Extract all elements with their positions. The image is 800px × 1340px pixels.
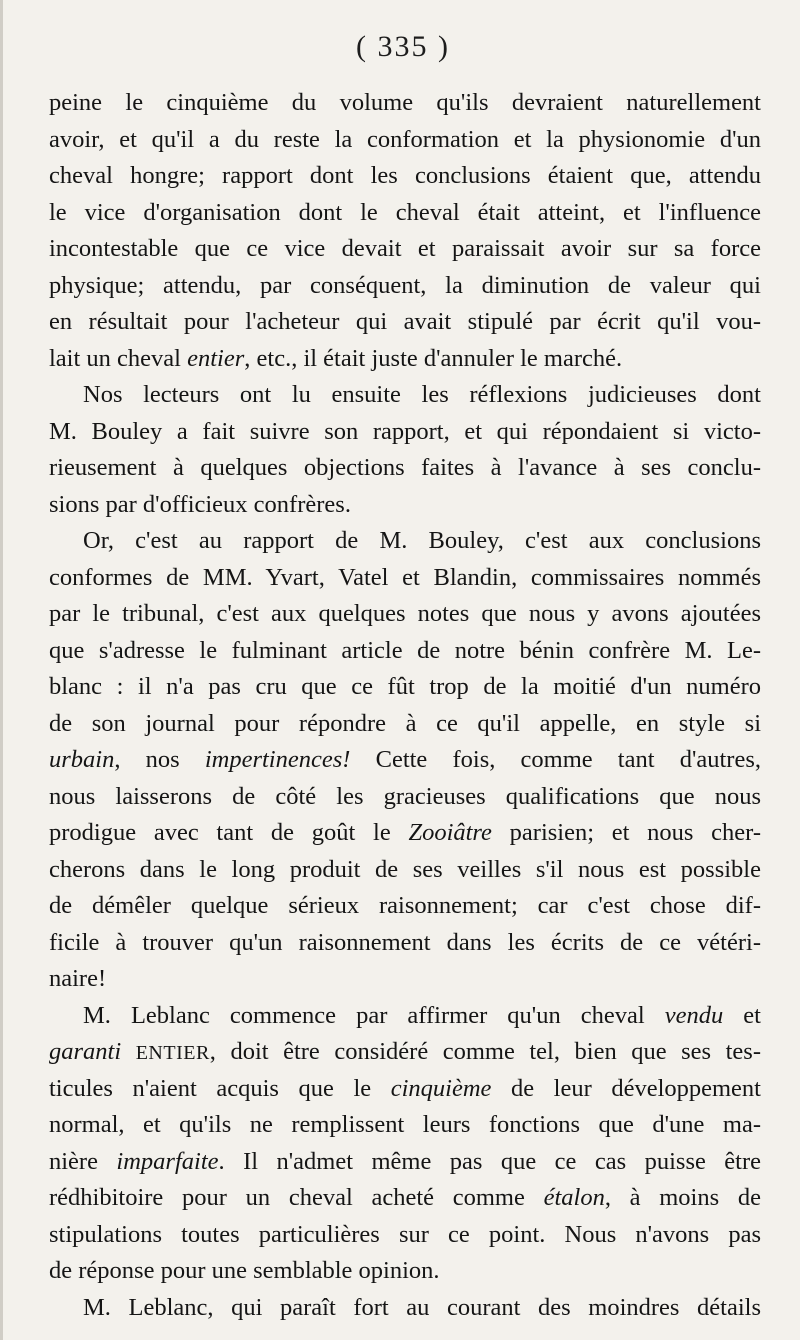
text-line: [49, 85, 761, 122]
text-line: [49, 1180, 761, 1217]
text-segment: conformes de MM. Yvart, Vatel et Blandin, commissaires nommés: [49, 563, 761, 591]
text-segment: de réponse pour une semblable opinion.: [49, 1257, 440, 1284]
text-line: [49, 414, 761, 451]
text-segment: M. Leblanc, qui paraît fort au courant des moindres détails: [83, 1293, 761, 1321]
small-caps-text: ENTIER: [135, 1042, 210, 1064]
text-segment: , etc., il était juste d'annuler le marché.: [244, 344, 623, 372]
text-segment: de démêler quelque sérieux raisonnement; car c'est chose dif-: [49, 892, 761, 919]
text-segment: Or, c'est au rapport de M. Bouley, c'est aux conclusions: [83, 527, 761, 554]
text-line: [49, 852, 761, 889]
text-segment: Nos lecteurs ont lu ensuite les réflexions judicieuses dont: [83, 381, 761, 408]
italic-text: urbain: [49, 746, 115, 773]
text-line: [49, 450, 761, 487]
text-line: [49, 377, 761, 414]
text-line: [49, 596, 761, 633]
text-segment: et: [723, 1001, 761, 1029]
text-segment: le vice d'organisation dont le cheval était atteint, et l'influence: [49, 198, 761, 226]
italic-text: imparfaite: [116, 1147, 219, 1175]
text-segment: que s'adresse le fulminant article de notre bénin confrère M. Le-: [49, 636, 761, 664]
text-segment: naire!: [49, 965, 107, 992]
text-line: [49, 888, 761, 925]
text-segment: prodigue avec tant de goût le: [49, 819, 409, 846]
text-segment: avoir, et qu'il a du reste la conformation et la physionomie d'un: [49, 125, 761, 153]
italic-text: garanti: [49, 1038, 122, 1065]
text-line: [49, 341, 761, 378]
text-segment: incontestable que ce vice devait et paraissait avoir sur sa force: [49, 235, 761, 262]
text-line: [49, 523, 761, 560]
text-segment: ficile à trouver qu'un raisonnement dans les écrits de ce vétéri-: [49, 928, 761, 956]
text-line: [49, 122, 761, 159]
text-line: [49, 925, 761, 962]
text-segment: Cette fois, comme tant d'autres,: [350, 746, 761, 773]
text-segment: . Il n'admet même pas que ce cas puisse être: [218, 1147, 762, 1175]
text-line: [49, 560, 761, 597]
text-line: [49, 268, 761, 305]
text-segment: normal, et qu'ils ne remplissent leurs fonctions que d'une ma-: [49, 1111, 761, 1138]
text-line: [49, 304, 761, 341]
text-segment: [121, 1038, 136, 1065]
italic-text: cinquième: [390, 1074, 492, 1102]
text-segment: sions par d'officieux confrères.: [49, 490, 351, 518]
text-segment: rieusement à quelques objections faites à l'avance à ses conclu-: [49, 454, 761, 481]
text-line: [49, 1290, 761, 1327]
text-segment: blanc : il n'a pas cru que ce fût trop de la moitié d'un numéro: [49, 673, 761, 700]
text-segment: ticules n'aient acquis que le: [49, 1074, 391, 1102]
page-number: ( 335 ): [356, 30, 450, 63]
text-segment: stipulations toutes particulières sur ce point. Nous n'avons pas: [49, 1220, 761, 1248]
text-line: [49, 961, 761, 998]
text-line: [49, 1217, 761, 1254]
text-segment: , à moins de: [604, 1184, 761, 1211]
text-line: [49, 1144, 761, 1181]
text-line: [49, 633, 761, 670]
italic-text: vendu: [664, 1001, 724, 1029]
text-segment: M. Leblanc commence par affirmer qu'un cheval: [83, 1001, 665, 1029]
text-segment: parisien; et nous cher-: [491, 819, 761, 846]
text-line: [49, 815, 761, 852]
italic-text: entier: [187, 344, 245, 372]
italic-text: Zooiâtre: [408, 819, 492, 846]
text-segment: physique; attendu, par conséquent, la diminution de valeur qui: [49, 271, 761, 299]
text-segment: de leur développement: [491, 1074, 761, 1102]
text-line: [49, 158, 761, 195]
text-line: [49, 742, 761, 779]
text-line: [49, 1034, 761, 1071]
text-line: [49, 231, 761, 268]
text-line: [49, 195, 761, 232]
text-segment: lait un cheval: [49, 344, 188, 372]
text-segment: par le tribunal, c'est aux quelques notes que nous y avons ajoutées: [49, 600, 761, 627]
text-segment: M. Bouley a fait suivre son rapport, et qui répondaient si victo-: [49, 417, 761, 445]
text-line: [49, 487, 761, 524]
text-segment: peine le cinquième du volume qu'ils devraient naturellement: [49, 89, 761, 116]
text-line: [49, 1071, 761, 1108]
text-line: [49, 779, 761, 816]
text-segment: , doit être considéré comme tel, bien que ses tes-: [209, 1038, 761, 1065]
text-segment: nous laisserons de côté les gracieuses qualifications que nous: [49, 782, 761, 810]
text-segment: rédhibitoire pour un cheval acheté comme: [49, 1184, 544, 1211]
text-segment: de son journal pour répondre à ce qu'il appelle, en style si: [49, 709, 761, 737]
italic-text: étalon: [543, 1184, 605, 1211]
text-segment: cherons dans le long produit de ses veilles s'il nous est possible: [49, 855, 761, 883]
text-segment: , nos: [114, 746, 205, 773]
text-line: [49, 1253, 761, 1290]
text-line: [49, 998, 761, 1035]
body-text: [49, 85, 761, 1326]
italic-text: impertinences!: [204, 746, 351, 773]
text-segment: cheval hongre; rapport dont les conclusions étaient que, attendu: [49, 162, 761, 189]
text-line: [49, 1107, 761, 1144]
text-segment: en résultait pour l'acheteur qui avait stipulé par écrit qu'il vou-: [49, 308, 761, 335]
text-line: [49, 706, 761, 743]
text-segment: nière: [49, 1147, 117, 1175]
text-line: [49, 669, 761, 706]
